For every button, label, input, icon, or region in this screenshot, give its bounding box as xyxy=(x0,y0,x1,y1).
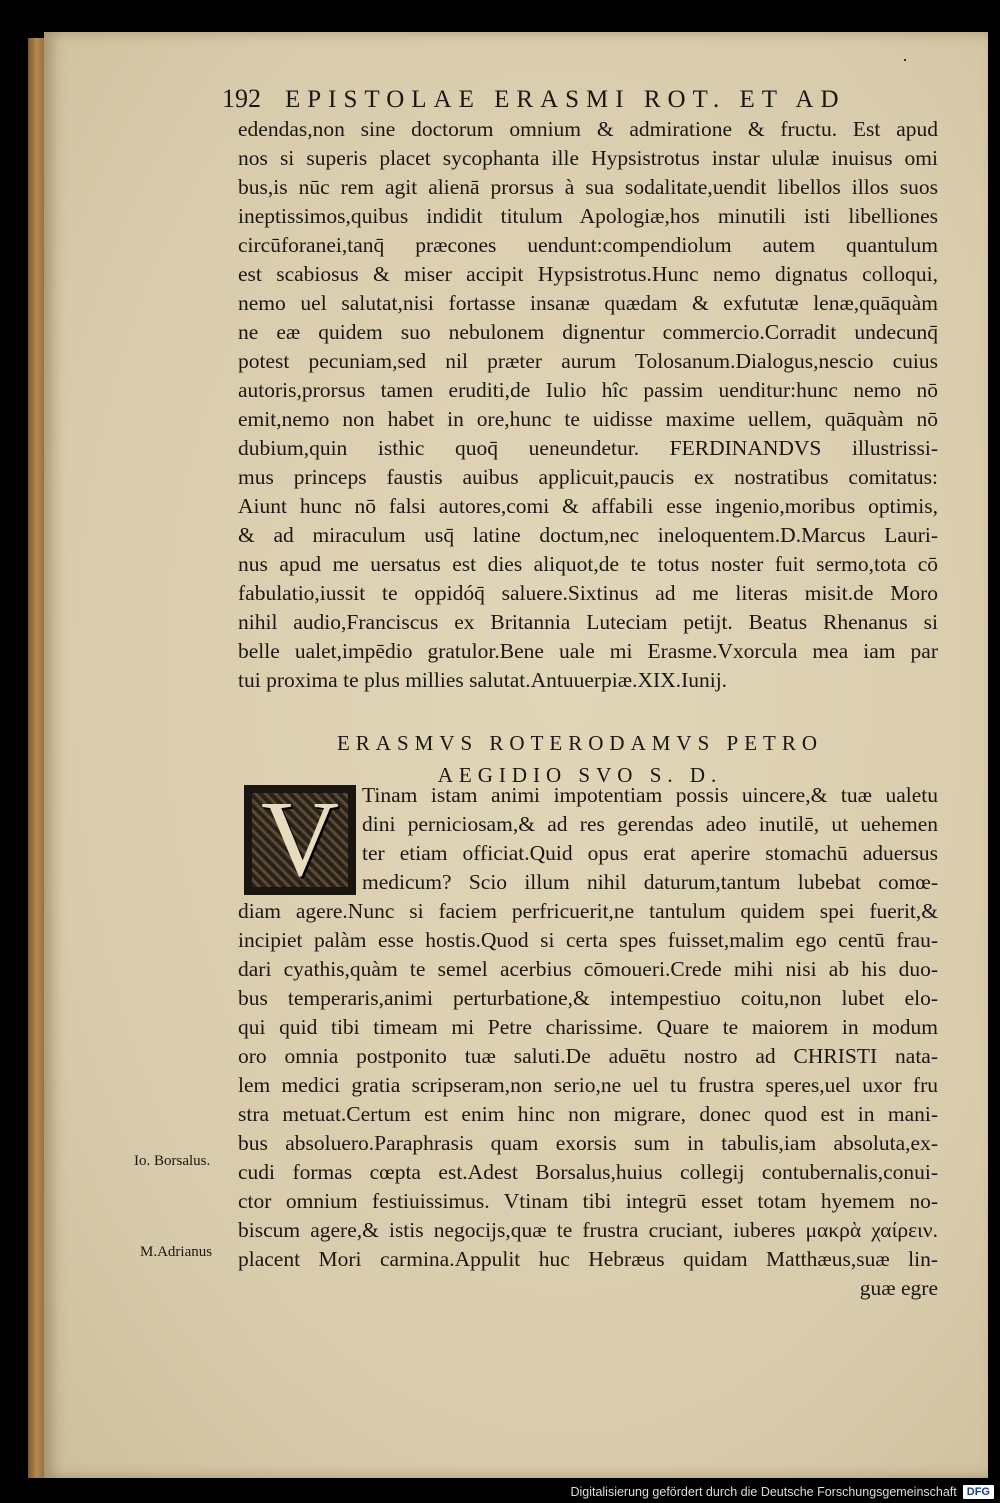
text-line: oro omnia postponito tuæ saluti.De aduētu nostro ad CHRISTI nata- xyxy=(238,1044,938,1068)
text-line: est scabiosus & miser accipit Hypsistrotus.Hunc nemo dignatus colloqui, xyxy=(238,262,938,286)
text-line: ne eæ quidem suo nebulonem dignentur commercio.Corradit undecunq̄ xyxy=(238,320,938,344)
text-line: nos si superis placet sycophanta ille Hypsistrotus instar ululæ inuisus omi xyxy=(238,146,938,170)
text-line: medicum? Scio illum nihil daturum,tantum lubebat comœ- xyxy=(362,870,938,894)
text-line: bus temperaris,animi perturbatione,& intempestiuo coitu,non lubet elo- xyxy=(238,986,938,1010)
text-line: biscum agere,& istis negocijs,quæ te frustra cruciant, iuberes μακρὰ χαίρειν. xyxy=(238,1218,938,1242)
text-line: bus absoluero.Paraphrasis quam exorsis sum in tabulis,iam absoluta,ex- xyxy=(238,1131,938,1155)
text-line: belle ualet,impēdio gratulor.Bene uale mi Erasme.Vxorcula mea iam par xyxy=(238,639,938,663)
drop-initial-letter: V xyxy=(261,780,339,899)
margin-note-adrianus: M.Adrianus xyxy=(140,1244,213,1260)
running-head xyxy=(222,84,922,118)
dfg-logo-icon: DFG xyxy=(963,1485,994,1499)
text-line: dari cyathis,quàm te semel acerbius cōmoueri.Crede mihi nisi ab his duo- xyxy=(238,957,938,981)
text-line: autoris,prorsus tamen eruditi,de Iulio hîc passim uenditur:hunc nemo nō xyxy=(238,378,938,402)
letter-heading-line-2: AEGIDIO SVO S. D. xyxy=(437,763,723,787)
text-line-catchword: guæ egre xyxy=(859,1276,938,1300)
text-line: dini perniciosam,& ad res gerendas adeo inutilē, ut uehemen xyxy=(362,812,938,836)
page-number: 192 xyxy=(222,84,261,113)
text-line: & ad miraculum usq̄ latine doctum,nec ineloquentem.D.Marcus Lauri- xyxy=(238,523,938,547)
text-line: dubium,quin isthic quoq̄ ueneundetur. FERDINANDVS illustrissi- xyxy=(238,436,938,460)
text-line: Aiunt hunc nō falsi autores,comi & affabili esse ingenio,moribus optimis, xyxy=(238,494,938,518)
page-mark: · xyxy=(902,50,908,70)
text-line: qui quid tibi timeam mi Petre charissime. Quare te maiorem in modum xyxy=(238,1015,938,1039)
text-line: mus princeps faustis auibus applicuit,paucis ex nostratibus comitatus: xyxy=(238,465,938,489)
margin-note-borsalus: Io. Borsalus. xyxy=(134,1153,211,1169)
drop-initial-lines xyxy=(362,781,938,897)
text-line: placent Mori carmina.Appulit huc Hebræus quidam Matthæus,suæ lin- xyxy=(238,1247,938,1271)
text-block-1 xyxy=(238,115,938,695)
text-block-2 xyxy=(238,897,938,1303)
drop-initial xyxy=(244,780,356,899)
letter-heading-line-1: ERASMVS ROTERODAMVS PETRO xyxy=(336,731,824,755)
text-line: cudi formas cœpta est.Adest Borsalus,huius collegij contubernalis,conui- xyxy=(238,1160,938,1184)
footer-credit-text: Digitalisierung gefördert durch die Deutsche Forschungsgemeinschaft xyxy=(570,1484,957,1499)
text-line: ctor omnium festiuissimus. Vtinam tibi integrū esset totam hyemem no- xyxy=(238,1189,938,1213)
text-line: lem medici gratia scripseram,non serio,ne uel tu frustra speres,uel uxor fru xyxy=(238,1073,938,1097)
text-line: ineptissimos,quibus indidit titulum Apologiæ,hos minutili isti libelliones xyxy=(238,204,938,228)
running-head-title: EPISTOLAE ERASMI ROT. ET AD xyxy=(285,86,846,113)
text-line: circūforanei,tanq̄ præcones uendunt:compendiolum autem quantulum xyxy=(238,233,938,257)
text-line: diam agere.Nunc si faciem perfricuerit,ne tantulum quidem spei fuerit,& xyxy=(238,899,938,923)
text-line: nihil audio,Franciscus ex Britannia Luteciam petijt. Beatus Rhenanus si xyxy=(238,610,938,634)
text-line: tui proxima te plus millies salutat.Antuuerpiæ.XIX.Iunij. xyxy=(238,668,728,692)
text-line: edendas,non sine doctorum omnium & admiratione & fructu. Est apud xyxy=(238,117,938,141)
digitization-footer xyxy=(0,1480,1000,1503)
text-line: fabulatio,iussit te oppidóq̄ saluere.Sixtinus ad me literas misit.de Moro xyxy=(238,581,938,605)
text-line: incipiet palàm esse hostis.Quod si certa spes fuisset,malim ego centū frau- xyxy=(238,928,938,952)
text-line: Tinam istam animi impotentiam possis uincere,& tuæ ualetu xyxy=(362,783,938,807)
text-line: bus,is nūc rem agit alienā prorsus à sua sodalitate,uendit libellos illos suos xyxy=(238,175,938,199)
text-line: nemo uel salutat,nisi fortasse insanæ quædam & exfututæ lenæ,quāquàm xyxy=(238,291,938,315)
text-line: nus apud me uersatus est dies aliquot,de te totus noster fuit sermo,tota cō xyxy=(238,552,938,576)
text-line: potest pecuniam,sed nil præter aurum Tolosanum.Dialogus,nescio cuius xyxy=(238,349,938,373)
text-line: ter etiam officiat.Quid opus erat aperire stomachū aduersus xyxy=(362,841,938,865)
text-line: stra metuat.Certum est enim hinc non migrare, donec quod est in mani- xyxy=(238,1102,938,1126)
text-line: emit,nemo non habet in ore,hunc te uidisse maxime uellem, quāquàm nō xyxy=(238,407,938,431)
